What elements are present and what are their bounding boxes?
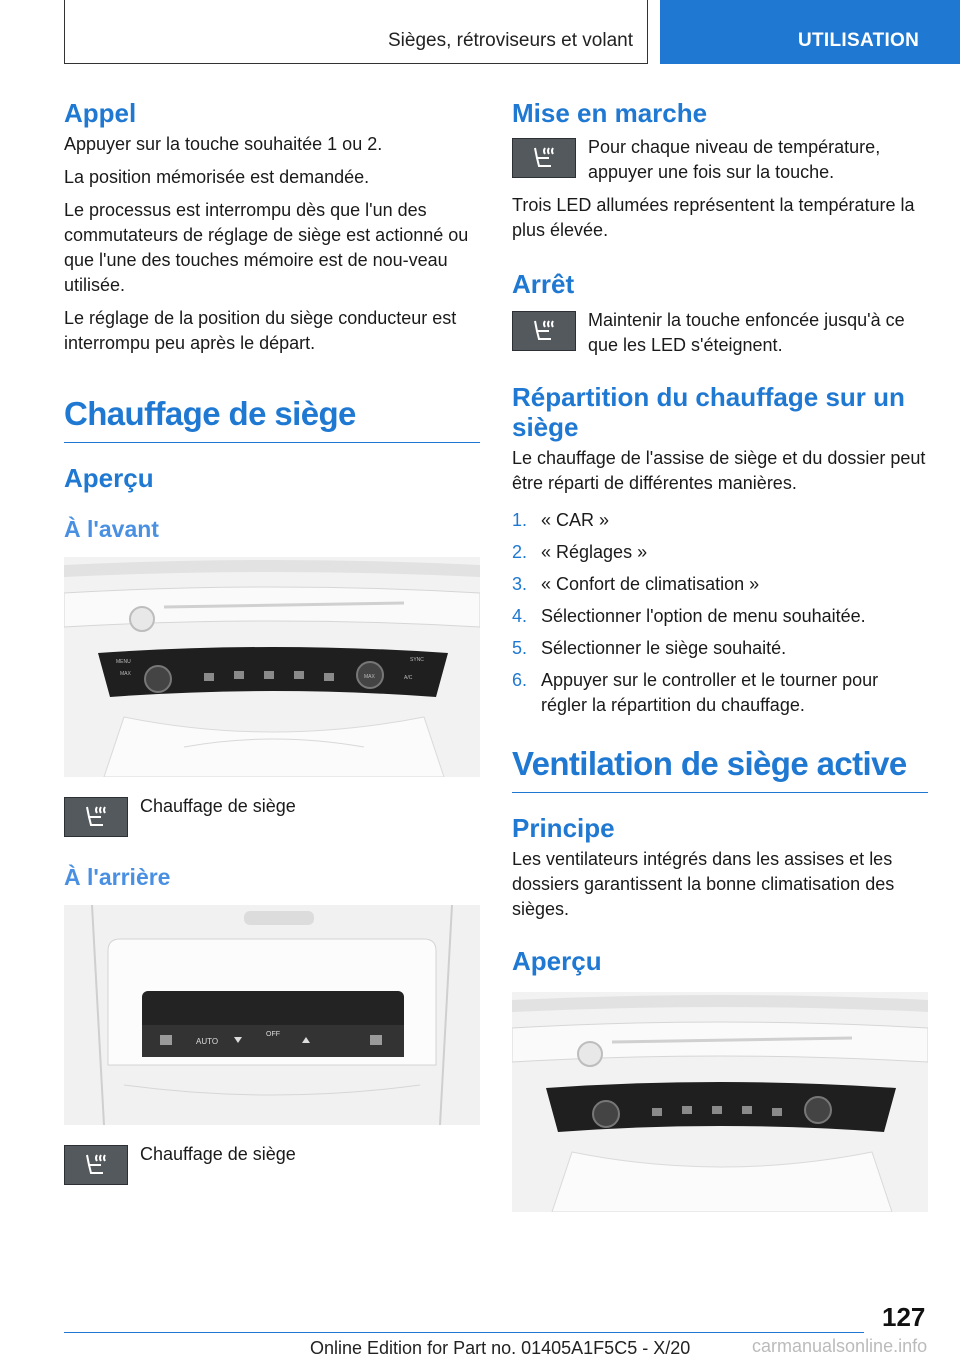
seat-heating-icon <box>512 138 576 178</box>
list-item: 4. Sélectionner l'option de menu souhaitée. <box>512 606 866 626</box>
seat-heating-icon <box>512 311 576 351</box>
avant-caption-row <box>64 797 480 837</box>
appel-paragraph-1: Appuyer sur la touche souhaitée 1 ou 2. <box>64 134 383 154</box>
header-chapter-tab <box>660 0 960 64</box>
repartition-paragraph: Le chauffage de l'assise de siège et du dossier peut être réparti de différentes manières. <box>512 448 926 493</box>
right-column <box>512 98 928 1212</box>
footer-watermark: carmanualsonline.info <box>752 1336 928 1356</box>
appel-heading: Appel <box>64 98 137 128</box>
marche-heading: Mise en marche <box>512 98 708 128</box>
front-panel-label-menu: MENU <box>116 659 131 665</box>
front-panel-label-sync: SYNC <box>410 657 424 663</box>
page-number: 127 <box>882 1302 926 1332</box>
avant-caption: Chauffage de siège <box>140 796 296 816</box>
steps-list <box>512 508 928 718</box>
arriere-heading: À l'arrière <box>64 864 171 890</box>
front-panel-label-max-right: MAX <box>364 674 375 680</box>
appel-paragraph-3: Le processus est interrompu dès que l'un des commutateurs de réglage de siège est actionné ou que l'une des touches mémoire est de nou-veau utilisée. <box>64 200 469 295</box>
footer-rule <box>64 1332 864 1333</box>
ventilation-heading-block <box>512 744 928 793</box>
list-item: 1. « CAR » <box>512 510 610 530</box>
list-item: 3. « Confort de climatisation » <box>512 574 760 594</box>
arret-row <box>512 311 928 358</box>
chauffage-heading-block <box>64 394 480 443</box>
chauffage-heading: Chauffage de siège <box>64 395 356 432</box>
front-climate-panel-photo <box>64 557 480 777</box>
avant-heading: À l'avant <box>64 516 159 542</box>
apercu2-heading: Aperçu <box>512 946 602 976</box>
rear-climate-panel-photo <box>64 905 480 1125</box>
ventilation-climate-panel-photo <box>512 992 928 1212</box>
list-item: 2. « Réglages » <box>512 542 648 562</box>
arriere-caption-row <box>64 1145 480 1185</box>
rear-panel-label-auto: AUTO <box>196 1037 219 1046</box>
left-column <box>64 98 480 1193</box>
header-chapter-title: UTILISATION <box>798 30 920 51</box>
arret-text: Maintenir la touche enfoncée jusqu'à ce que les LED s'éteignent. <box>588 310 905 355</box>
seat-heating-icon <box>64 1145 128 1185</box>
list-item: 6. Appuyer sur le controller et le tourner pour régler la répartition du chauffage. <box>512 670 879 715</box>
appel-paragraph-2: La position mémorisée est demandée. <box>64 167 370 187</box>
seat-heating-icon <box>64 797 128 837</box>
principe-paragraph: Les ventilateurs intégrés dans les assises et les dossiers garantissent la bonne climatisation des sièges. <box>512 849 895 919</box>
apercu-heading: Aperçu <box>64 463 154 493</box>
front-panel-label-ac: A/C <box>404 675 413 681</box>
footer-edition: Online Edition for Part no. 01405A1F5C5 - X/20 <box>310 1338 691 1358</box>
arret-heading: Arrêt <box>512 269 575 299</box>
arriere-caption: Chauffage de siège <box>140 1144 296 1164</box>
marche-paragraph-2: Trois LED allumées représentent la température la plus élevée. <box>512 195 915 240</box>
header-section-title: Sièges, rétroviseurs et volant <box>387 30 633 51</box>
front-panel-label-max-left: MAX <box>120 671 131 677</box>
ventilation-heading: Ventilation de siège active <box>512 745 907 782</box>
rear-panel-label-off: OFF <box>266 1031 280 1038</box>
header-section-box <box>64 0 648 64</box>
marche-row <box>512 138 928 185</box>
list-item: 5. Sélectionner le siège souhaité. <box>512 638 787 658</box>
appel-paragraph-4: Le réglage de la position du siège conducteur est interrompu peu après le départ. <box>64 308 457 353</box>
principe-heading: Principe <box>512 813 615 843</box>
marche-text: Pour chaque niveau de température, appuyer une fois sur la touche. <box>588 137 881 182</box>
repartition-heading: Répartition du chauffage sur un siège <box>512 382 905 442</box>
